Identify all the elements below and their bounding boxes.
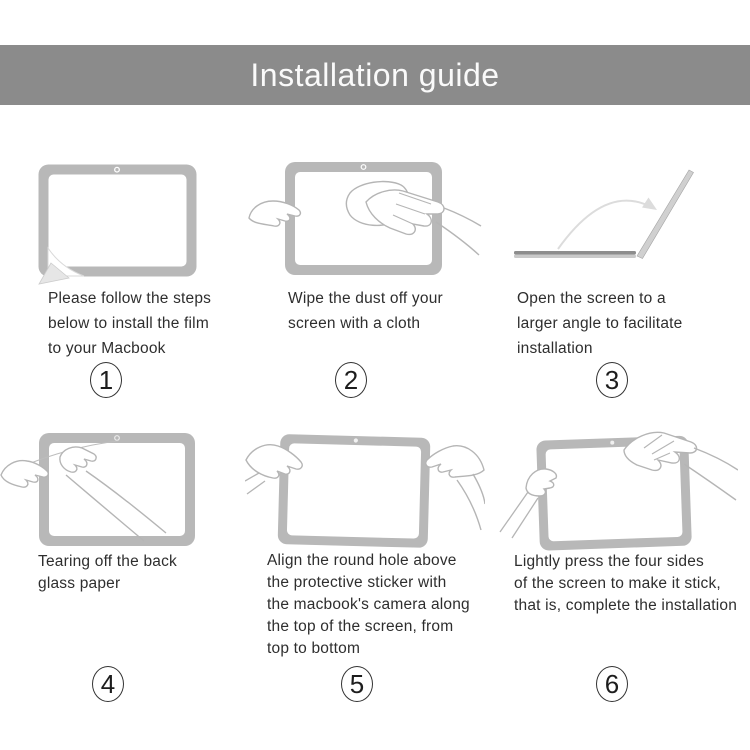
step-3-number-badge: 3 [596, 362, 628, 398]
step-3-figure [508, 163, 708, 268]
left-arm-lines [245, 473, 265, 494]
press-four-sides-icon [498, 426, 738, 558]
caption-line: larger angle to facilitate [517, 315, 683, 332]
step-1-number-badge: 1 [90, 362, 122, 398]
caption-line: Lightly press the four sides [514, 553, 704, 570]
caption-line: the top of the screen, from [267, 618, 454, 635]
caption-line: to your Macbook [48, 340, 166, 357]
laptop-screen-open [637, 170, 694, 259]
tear-back-paper-icon [0, 425, 235, 553]
step-2-caption [288, 286, 443, 336]
step-2-number-badge: 2 [335, 362, 367, 398]
right-arm-lines [457, 474, 485, 530]
header-banner [0, 45, 750, 105]
caption-line: below to install the film [48, 315, 209, 332]
step-5-figure [245, 426, 485, 558]
open-arrow-arc [558, 201, 651, 249]
step-4-caption [38, 551, 177, 595]
caption-line: Align the round hole above [267, 552, 457, 569]
open-laptop-angle-icon [508, 163, 708, 268]
laptop-base-top [514, 251, 636, 255]
step-6-figure [498, 426, 738, 558]
step-2-figure [247, 158, 482, 283]
align-film-two-hands-icon [245, 426, 485, 558]
arm-lines [436, 208, 481, 255]
page-title: Installation guide [250, 56, 500, 93]
step-5-number-badge: 5 [341, 666, 373, 702]
step-1-caption [48, 286, 211, 361]
left-arm-lines [500, 492, 538, 538]
macbook-film-peel-icon [38, 164, 198, 286]
tablet-screen [287, 443, 421, 538]
right-arm-lines [684, 448, 738, 500]
laptop-base-bottom [514, 255, 636, 259]
caption-line: of the screen to make it stick, [514, 575, 721, 592]
tablet-group [278, 434, 431, 548]
caption-line: Tearing off the back [38, 553, 177, 570]
caption-line: Please follow the steps [48, 290, 212, 307]
right-pinch-hand [426, 446, 484, 477]
step-5-caption [267, 550, 470, 660]
caption-line: that is, complete the installation [514, 597, 738, 614]
step-1-figure [38, 164, 198, 286]
step-4-figure [0, 425, 235, 553]
step-3-caption [517, 286, 682, 361]
caption-line: Wipe the dust off your [288, 290, 443, 307]
step-6-number-badge: 6 [596, 666, 628, 702]
tablet-screen [49, 175, 187, 267]
step-4-number-badge: 4 [92, 666, 124, 702]
caption-line: the macbook's camera along [267, 596, 470, 613]
step-6-caption [514, 551, 737, 617]
caption-line: installation [517, 340, 593, 357]
caption-line: glass paper [38, 575, 121, 592]
caption-line: Open the screen to a [517, 290, 666, 307]
caption-line: the protective sticker with [267, 574, 447, 591]
caption-line: top to bottom [267, 640, 361, 657]
wipe-screen-cloth-icon [247, 158, 482, 283]
caption-line: screen with a cloth [288, 315, 421, 332]
